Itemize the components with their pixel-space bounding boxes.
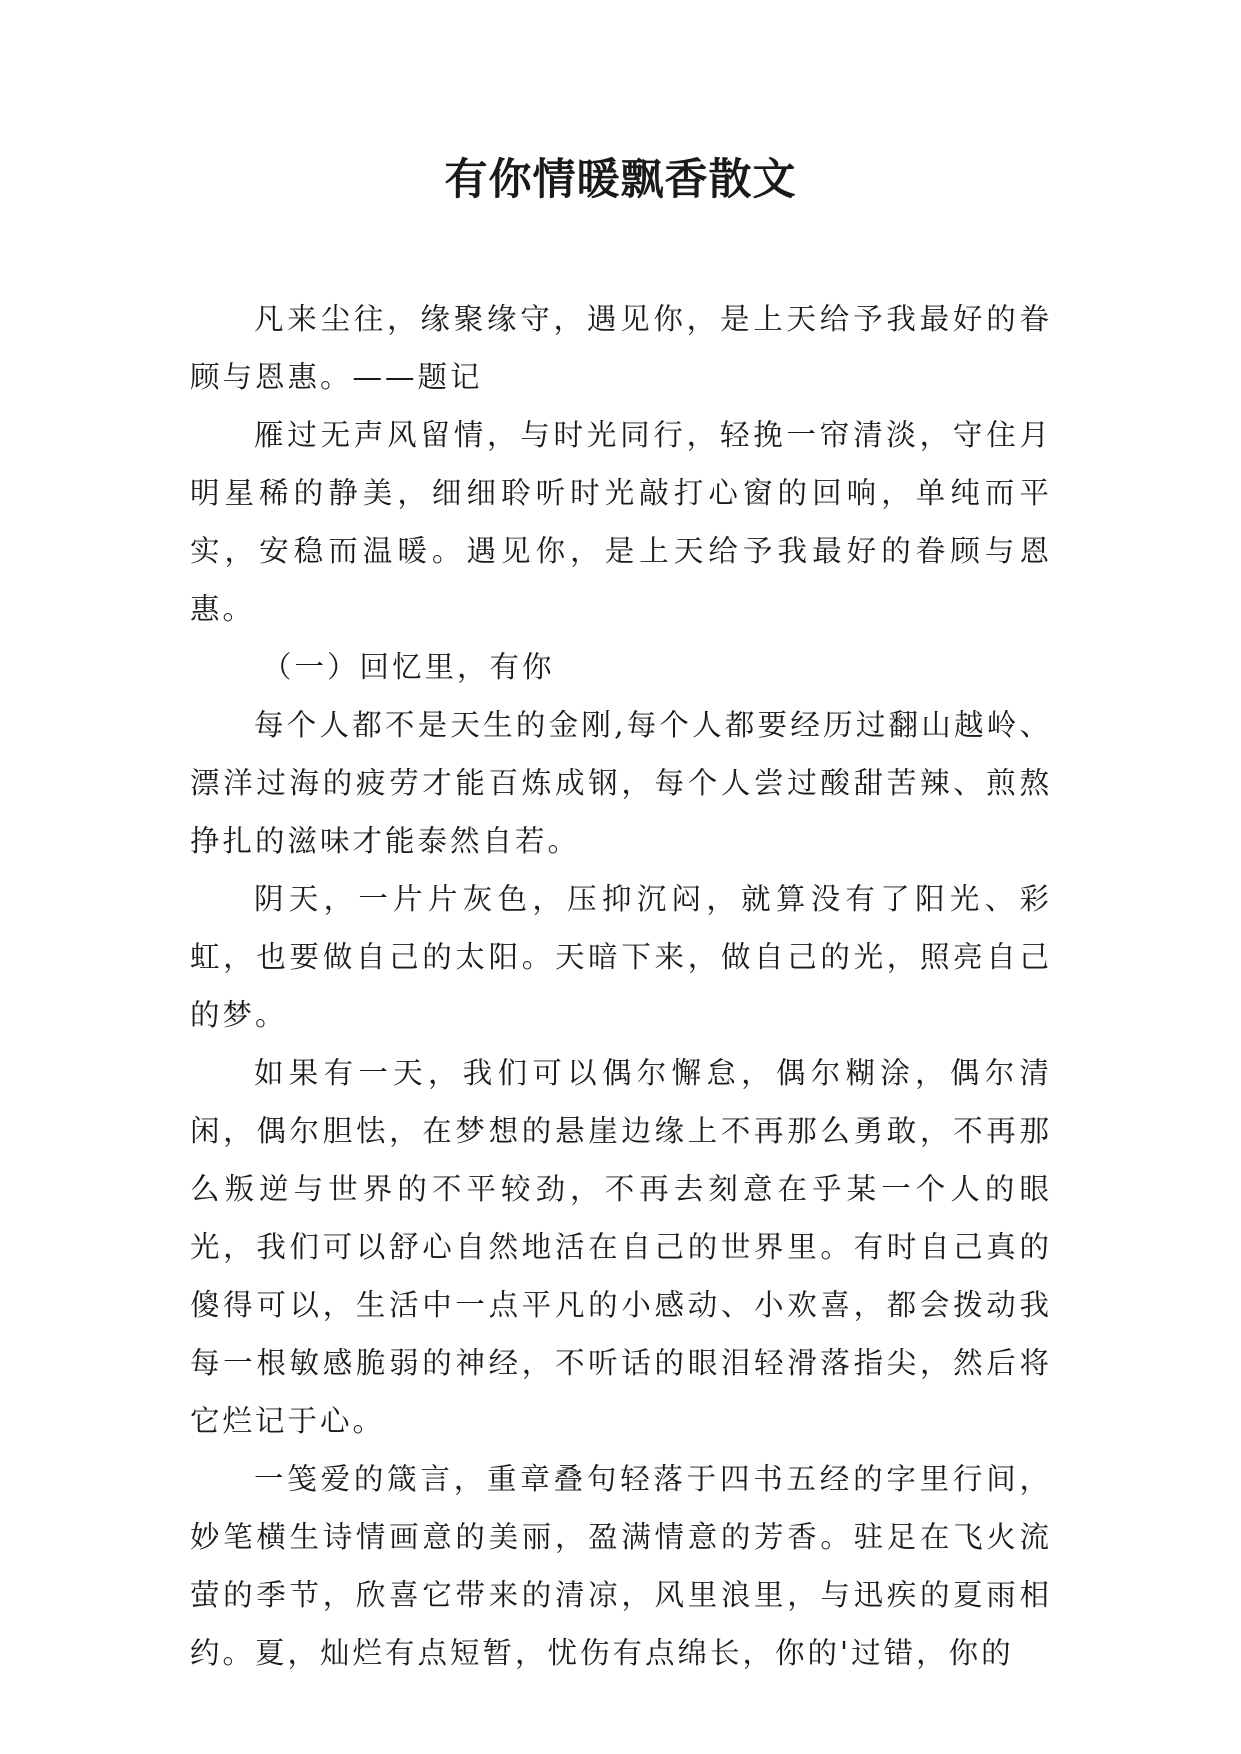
body-paragraph: 雁过无声风留情，与时光同行，轻挽一帘清淡，守住月明星稀的静美，细细聆听时光敲打心窗的回响，单纯而平实，安稳而温暖。遇见你，是上天给予我最好的眷顾与恩惠。 [190, 418, 1052, 626]
body-paragraph: 每个人都不是天生的金刚,每个人都要经历过翻山越岭、漂洋过海的疲劳才能百炼成钢，每个人尝过酸甜苦辣、煎熬挣扎的滋味才能泰然自若。 [190, 708, 1052, 858]
body-paragraph: 如果有一天，我们可以偶尔懈怠，偶尔糊涂，偶尔清闲，偶尔胆怯，在梦想的悬崖边缘上不再那么勇敢，不再那么叛逆与世界的不平较劲，不再去刻意在乎某一个人的眼光，我们可以舒心自然地活在自己的世界里。有时自己真的傻得可以，生活中一点平凡的小感动、小欢喜，都会拨动我每一根敏感脆弱的神经，不听话的眼泪轻滑落指尖，然后将它烂记于心。 [190, 1056, 1052, 1438]
document-body [190, 290, 1052, 1682]
document-title: 有你情暖飘香散文 [444, 155, 797, 205]
body-paragraph: 一笺爱的箴言，重章叠句轻落于四书五经的字里行间，妙笔横生诗情画意的美丽，盈满情意的芳香。驻足在飞火流萤的季节，欣喜它带来的清凉，风里浪里，与迅疾的夏雨相约。夏，灿烂有点短暂，忧伤有点绵长，你的'过错，你的 [190, 1462, 1052, 1670]
body-paragraph: 阴天，一片片灰色，压抑沉闷，就算没有了阳光、彩虹，也要做自己的太阳。天暗下来，做自己的光，照亮自己的梦。 [190, 882, 1052, 1032]
epigraph-paragraph: 凡来尘往，缘聚缘守，遇见你，是上天给予我最好的眷顾与恩惠。——题记 [190, 302, 1052, 394]
section-heading: （一）回忆里，有你 [262, 650, 555, 684]
